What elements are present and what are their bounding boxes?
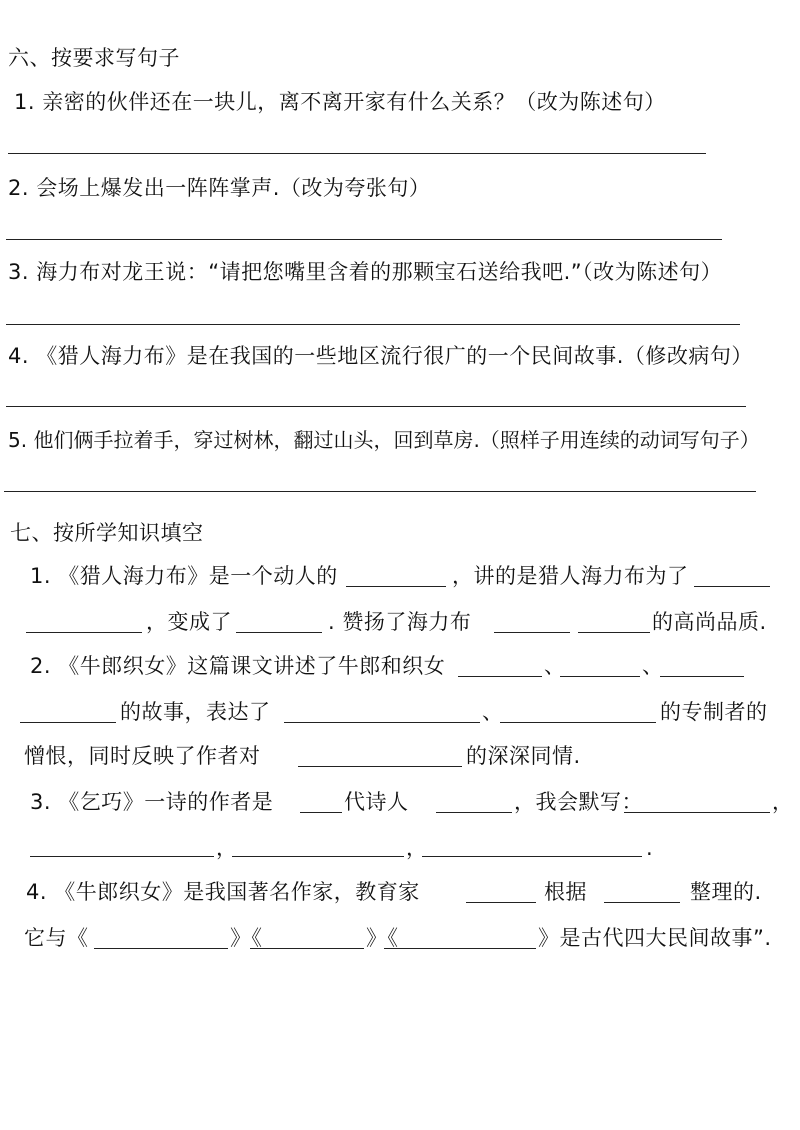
s7-q3-blank-1[interactable] [300,812,342,813]
s7-q2-blank-6[interactable] [500,722,656,723]
s7-q2-blank-2[interactable] [560,676,640,677]
s7-q3-blank-5[interactable] [232,856,404,857]
s7-q1-text-b: ，讲的是猎人海力布为了 [452,564,689,588]
s7-q4-blank-1[interactable] [466,902,536,903]
s6-question-5: 5. 他们俩手拉着手，穿过树林，翻过山头，回到草房.（照样子用连续的动词写句子） [8,428,760,452]
s7-q1-blank-6[interactable] [578,632,650,633]
s7-q2-sep-1: 、 [544,654,566,678]
s7-q1-text-c: ，变成了 [146,610,232,634]
s6-answer-line-4[interactable] [6,406,746,407]
s7-q1-text-d: . 赞扬了海力布 [328,610,472,634]
s7-q4-text-a: 4. 《牛郎织女》是我国著名作家，教育家 [26,880,420,904]
s7-q4-text-f: 》《 [366,926,399,950]
s6-question-4: 4. 《猎人海力布》是在我国的一些地区流行很广的一个民间故事.（修改病句） [8,344,753,368]
s7-q3-text-b: 代诗人 [344,790,409,814]
section6-heading: 六、按要求写句子 [8,46,180,70]
s7-q4-text-g: 》是古代四大民间故事”. [538,926,772,950]
s6-answer-line-5[interactable] [4,491,756,492]
s7-q1-blank-2[interactable] [694,586,770,587]
s7-q2-blank-1[interactable] [458,676,542,677]
s7-q2-sep-2: 、 [642,654,664,678]
s6-answer-line-1[interactable] [8,153,706,154]
s7-q4-blank-4[interactable] [250,948,364,949]
s7-q3-text-a: 3. 《乞巧》一诗的作者是 [30,790,274,814]
s6-question-3: 3. 海力布对龙王说：“请把您嘴里含着的那颗宝石送给我吧.”（改为陈述句） [8,260,723,284]
s6-answer-line-3[interactable] [6,324,740,325]
s7-q4-blank-2[interactable] [604,902,680,903]
s7-q2-text-d: 憎恨，同时反映了作者对 [24,744,261,768]
s7-q3-sep-2: ， [216,836,238,860]
s6-answer-line-2[interactable] [6,239,722,240]
s7-q2-text-e: 的深深同情. [466,744,581,768]
s7-q3-end: . [646,836,654,860]
s7-q1-text-a: 1. 《猎人海力布》是一个动人的 [30,564,338,588]
s7-q3-blank-2[interactable] [436,812,512,813]
s7-q3-blank-4[interactable] [30,856,214,857]
s7-q2-blank-3[interactable] [660,676,744,677]
s7-q1-text-e: 的高尚品质. [652,610,767,634]
s7-q4-text-d: 它与《 [24,926,89,950]
s7-q3-sep-3: ， [406,836,428,860]
s7-q2-text-a: 2. 《牛郎织女》这篇课文讲述了牛郎和织女 [30,654,446,678]
s7-q1-blank-3[interactable] [26,632,142,633]
s7-q4-blank-3[interactable] [94,948,228,949]
s7-q1-blank-4[interactable] [236,632,322,633]
s7-q1-blank-1[interactable] [346,586,446,587]
s7-q4-text-b: 根据 [544,880,587,904]
s6-question-1: 1. 亲密的伙伴还在一块儿，离不离开家有什么关系？（改为陈述句） [14,90,666,114]
s7-q1-blank-5[interactable] [494,632,570,633]
s7-q4-blank-5[interactable] [384,948,536,949]
s6-question-2: 2. 会场上爆发出一阵阵掌声.（改为夸张句） [8,176,431,200]
s7-q3-text-c: ，我会默写： [514,790,643,814]
s7-q2-text-b: 的故事，表达了 [120,700,271,724]
s7-q3-blank-6[interactable] [422,856,642,857]
s7-q2-blank-7[interactable] [298,766,462,767]
s7-q3-blank-3[interactable] [624,812,770,813]
s7-q2-sep-3: 、 [482,700,504,724]
s7-q4-text-c: 整理的. [690,880,762,904]
s7-q2-blank-4[interactable] [20,722,116,723]
s7-q4-text-e: 》《 [230,926,263,950]
section7-heading: 七、按所学知识填空 [10,521,204,545]
s7-q2-blank-5[interactable] [284,722,480,723]
s7-q2-text-c: 的专制者的 [660,700,768,724]
s7-q3-sep-1: ， [772,790,794,814]
